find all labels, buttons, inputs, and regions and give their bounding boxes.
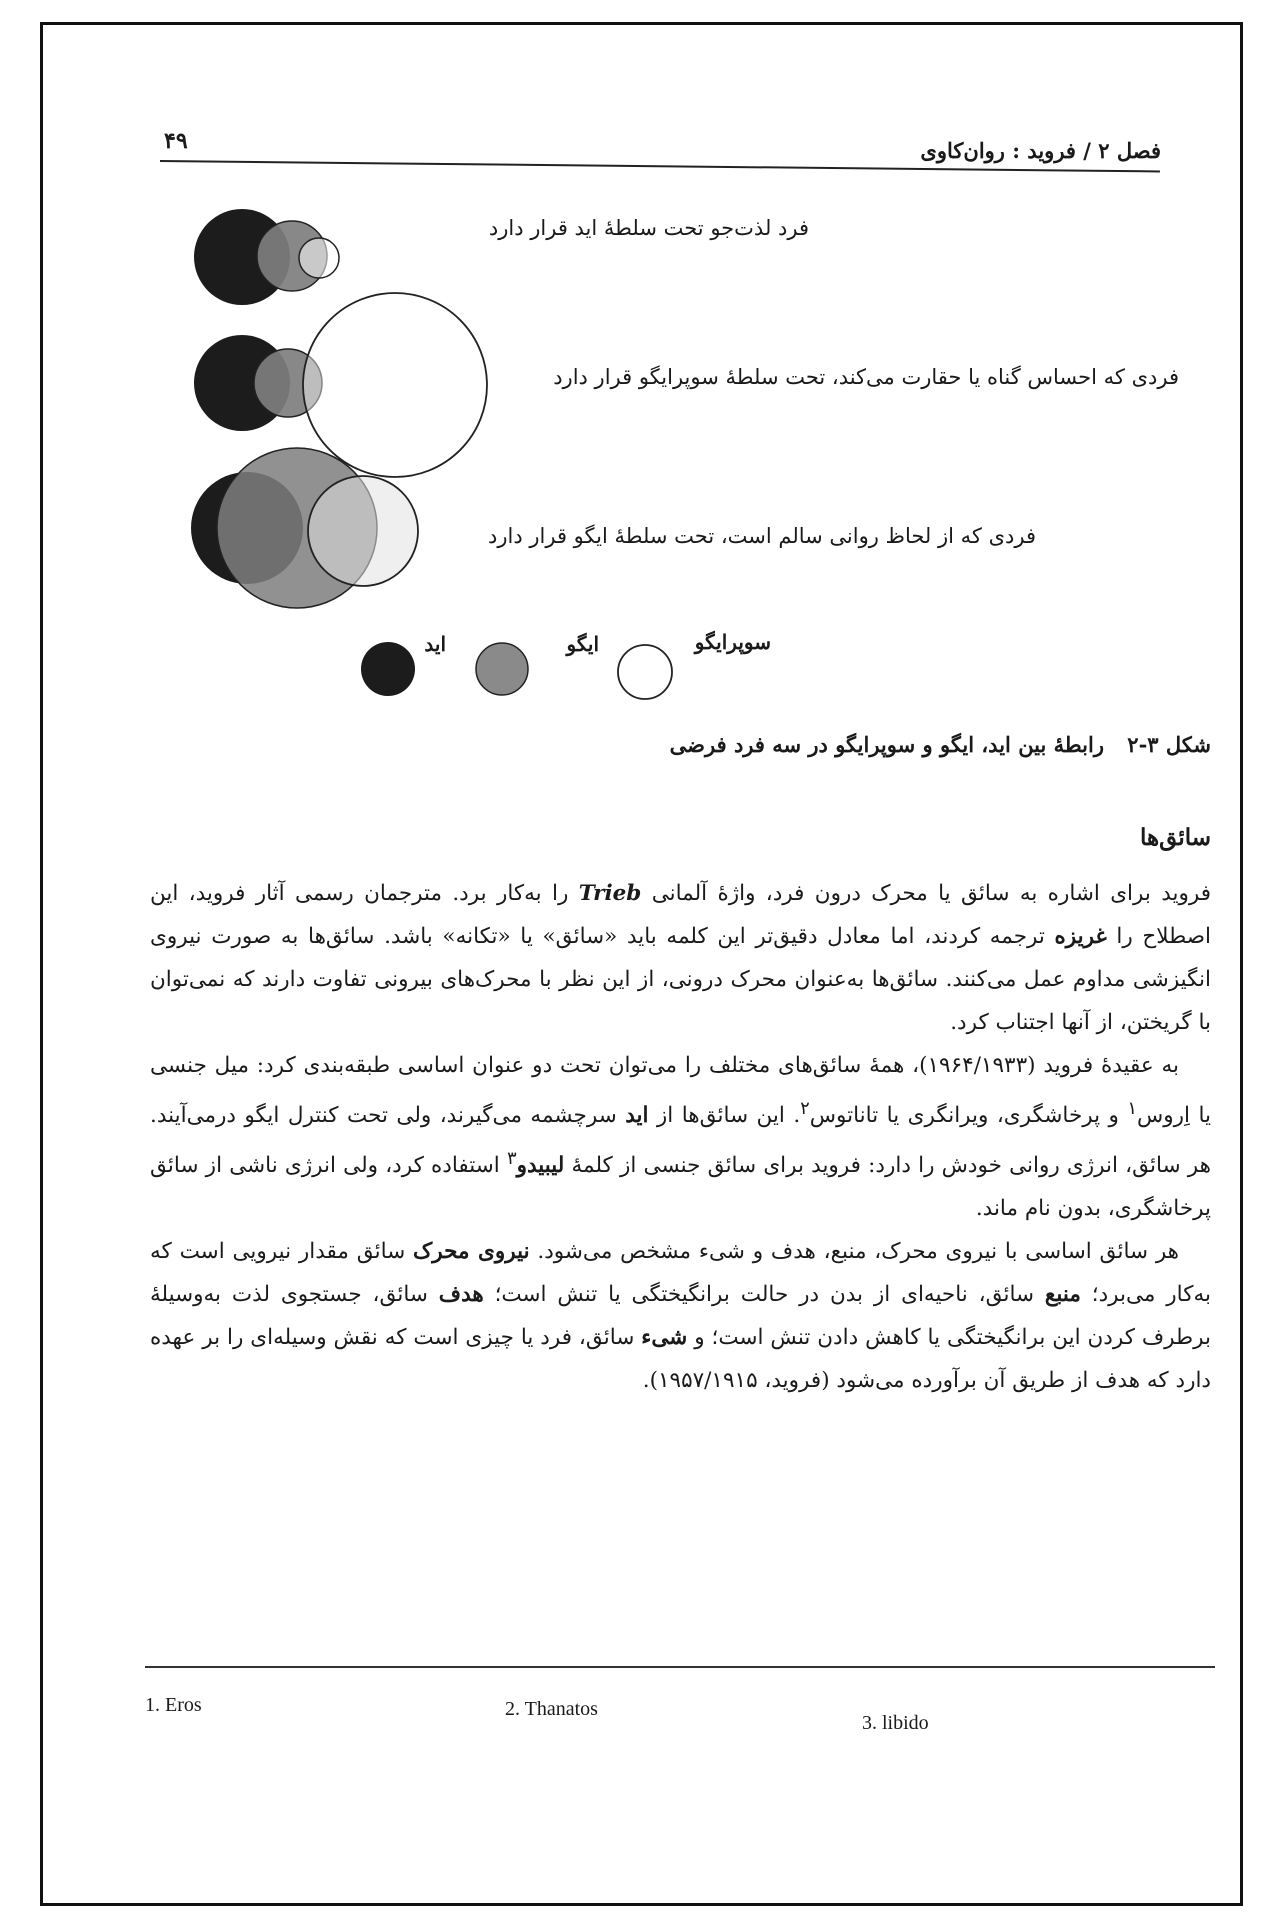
diagram-legend bbox=[350, 632, 690, 712]
row3-superego-circle bbox=[308, 476, 418, 586]
term-impetus: نیروی محرک bbox=[413, 1239, 530, 1265]
term-libido: لیبیدو bbox=[516, 1153, 565, 1179]
footnote-ref-2: ۲ bbox=[800, 1098, 810, 1119]
paragraph-2: به عقیدهٔ فروید (۱۹۶۴/۱۹۳۳)، همهٔ سائق‌های مختلف را می‌توان تحت دو عنوان اساسی طبقه‌بندی کرد: میل جنسی یا اِروس$^۱$ و پرخاشگری، ویرانگری یا تاناتوس$^۲$. این سائق‌ها از اید سرچشمه می‌گیرند، ولی تحت کنترل ایگو درمی‌آیند. هر سائق، انرژی روانی خودش را دارد: فروید برای سائق جنسی از کلمهٔ لیبیدو$^۳$ استفاده کرد، ولی انرژی ناشی از سائق پرخاشگری، بدون نام ماند. bbox=[150, 1053, 1211, 1222]
footnote-ref-1: ۱ bbox=[1127, 1098, 1138, 1119]
figure-number: شکل ۳-۲ bbox=[1127, 732, 1211, 757]
term-trieb: Trieb bbox=[578, 881, 642, 906]
paragraph-1: فروید برای اشاره به سائق یا محرک درون فرد، واژهٔ آلمانی Trieb را به‌کار برد. مترجمان رسمی آثار فروید، این اصطلاح را غریزه ترجمه کردند، اما معادل دقیق‌تر این کلمه باید «سائق» یا «تکانه» باشد. سائق‌ها به صورت نیروی انگیزشی مداوم عمل می‌کنند. سائق‌ها به‌عنوان محرک درونی، از این نظر با محرک‌های بیرونی تفاوت دارند که نمی‌توان با گریختن، از آنها اجتناب کرد. bbox=[150, 881, 1211, 1035]
section-title: سائق‌ها bbox=[1140, 824, 1211, 851]
footnote-ref-3: ۳ bbox=[506, 1148, 517, 1170]
row2-superego-circle bbox=[303, 293, 487, 477]
row3-label: فردی که از لحاظ روانی سالم است، تحت سلطهٔ ایگو قرار دارد bbox=[488, 524, 1036, 548]
figure-caption-text: رابطهٔ بین اید، ایگو و سوپرایگو در سه فرد فرضی bbox=[669, 732, 1104, 757]
footnote-3: 3. libido bbox=[862, 1712, 929, 1734]
term-aim: هدف bbox=[438, 1282, 484, 1308]
body-text bbox=[150, 872, 1211, 1402]
page-number: ۴۹ bbox=[164, 128, 188, 154]
legend-ego-circle bbox=[476, 643, 528, 695]
paragraph-3: هر سائق اساسی با نیروی محرک، منبع، هدف و شیء مشخص می‌شود. نیروی محرک سائق مقدار نیرویی است که به‌کار می‌برد؛ منبع سائق، ناحیه‌ای از بدن در حالت برانگیختگی یا تنش است؛ هدف سائق، جستجوی لذت به‌وسیلهٔ برطرف کردن این برانگیختگی یا کاهش دادن تنش است؛ و شیء سائق، فرد یا چیزی است که نقش وسیله‌ای را بر عهده دارد که هدف از طریق آن برآورده می‌شود (فروید، ۱۹۵۷/۱۹۱۵). bbox=[150, 1239, 1211, 1394]
legend-label-ego: ایگو bbox=[566, 632, 599, 656]
footnote-1: 1. Eros bbox=[145, 1694, 202, 1716]
legend-id-circle bbox=[361, 642, 415, 696]
row2-label: فردی که احساس گناه یا حقارت می‌کند، تحت سلطهٔ سوپرایگو قرار دارد bbox=[553, 365, 1179, 389]
term-source: منبع bbox=[1044, 1282, 1081, 1308]
footnote-2: 2. Thanatos bbox=[505, 1698, 598, 1720]
row1-label: فرد لذت‌جو تحت سلطهٔ اید قرار دارد bbox=[488, 216, 809, 240]
term-instinct: غریزه bbox=[1054, 924, 1107, 949]
legend-superego-circle bbox=[618, 645, 672, 699]
legend-label-id: اید bbox=[424, 632, 446, 656]
id-ego-superego-diagram bbox=[175, 190, 695, 630]
term-object: شیء bbox=[641, 1325, 688, 1351]
figure-caption bbox=[670, 732, 1211, 757]
row1-superego-circle bbox=[299, 238, 339, 278]
term-id: اید bbox=[625, 1103, 649, 1129]
legend-label-superego: سوپرایگو bbox=[694, 630, 771, 654]
chapter-header: فصل ۲ / فروید : روان‌کاوی bbox=[920, 138, 1161, 163]
footnote-rule bbox=[145, 1666, 1215, 1668]
